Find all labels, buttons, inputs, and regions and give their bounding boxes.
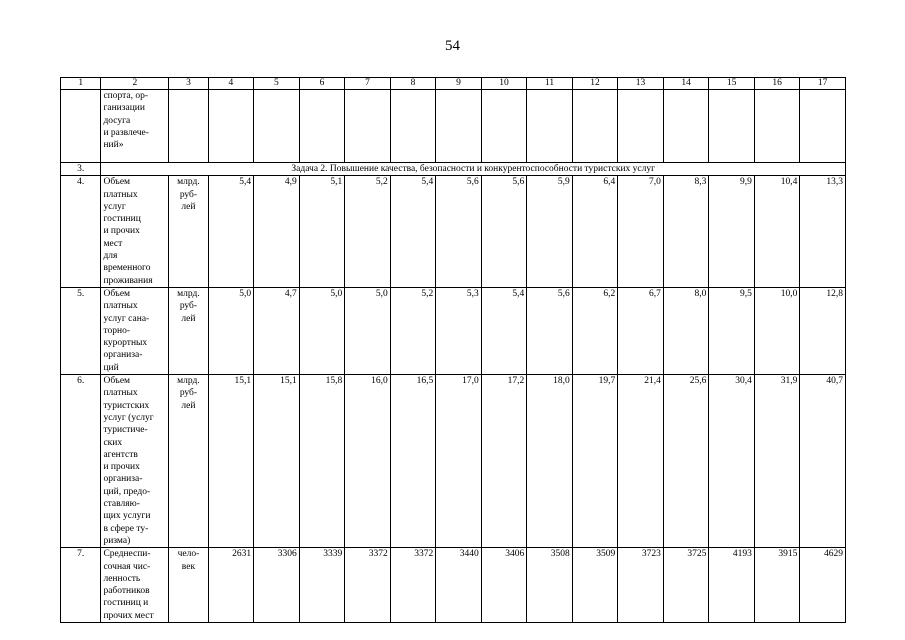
cell-empty [754,90,800,163]
column-header: 12 [572,78,618,90]
cell-value: 3372 [345,548,391,623]
cell-value: 6,2 [572,287,618,374]
cell-value: 15,1 [254,375,300,548]
cell-num: 4. [61,176,101,288]
cell-value: 12,8 [800,287,846,374]
cell-value: 5,2 [345,176,391,288]
cell-empty [169,90,208,163]
column-header: 17 [800,78,846,90]
cell-value: 19,7 [572,375,618,548]
cell-value: 10,0 [754,287,800,374]
cell-value: 5,3 [436,287,482,374]
cell-num: 5. [61,287,101,374]
column-header: 10 [481,78,527,90]
cell-empty [390,90,436,163]
column-header: 11 [527,78,573,90]
cell-empty [663,90,709,163]
cell-value: 5,0 [299,287,345,374]
cell-value: 16,0 [345,375,391,548]
cell-value: 4629 [800,548,846,623]
column-header: 7 [345,78,391,90]
cell-value: 9,5 [709,287,755,374]
cell-name: Объем платных услуг гостиниц и прочих мест для временного проживания [101,176,169,288]
cell-unit: млрд. руб- лей [169,287,208,374]
cell-name: спорта, ор- ганизации досуга и развлече- ний» [101,90,169,163]
column-header: 4 [208,78,254,90]
cell-empty [481,90,527,163]
table-row [61,548,846,623]
cell-empty [208,90,254,163]
cell-value: 3306 [254,548,300,623]
cell-empty [709,90,755,163]
data-table [60,77,846,623]
column-header: 3 [169,78,208,90]
cell-value: 25,6 [663,375,709,548]
cell-unit: млрд. руб- лей [169,176,208,288]
column-header: 8 [390,78,436,90]
cell-value: 10,4 [754,176,800,288]
cell-name: Объем платных услуг сана- торно- курортных организа- ций [101,287,169,374]
cell-value: 15,1 [208,375,254,548]
cell-value: 3372 [390,548,436,623]
cell-value: 21,4 [618,375,664,548]
cell-empty [800,90,846,163]
cell-value: 5,0 [208,287,254,374]
cell-empty [254,90,300,163]
cell-empty [299,90,345,163]
cell-empty [527,90,573,163]
cell-num [61,90,101,163]
column-header: 15 [709,78,755,90]
table-row [61,176,846,288]
cell-value: 18,0 [527,375,573,548]
cell-value: 16,5 [390,375,436,548]
cell-value: 40,7 [800,375,846,548]
task-row [61,163,846,176]
column-header: 1 [61,78,101,90]
cell-name: Среднеспи- сочная чис- ленность работников гостиниц и прочих мест [101,548,169,623]
cell-value: 4,7 [254,287,300,374]
cell-num: 6. [61,375,101,548]
cell-value: 15,8 [299,375,345,548]
cell-value: 5,4 [481,287,527,374]
cell-value: 3406 [481,548,527,623]
cell-value: 4193 [709,548,755,623]
cell-value: 5,4 [390,176,436,288]
cell-value: 17,2 [481,375,527,548]
cell-empty [436,90,482,163]
cell-value: 31,9 [754,375,800,548]
column-header: 5 [254,78,300,90]
cell-value: 3725 [663,548,709,623]
cell-value: 5,4 [208,176,254,288]
cell-value: 5,2 [390,287,436,374]
continued-row [61,90,846,163]
cell-value: 3509 [572,548,618,623]
cell-empty [345,90,391,163]
cell-value: 4,9 [254,176,300,288]
table-row [61,287,846,374]
cell-num: 3. [61,163,101,176]
table-row [61,375,846,548]
cell-name: Объем платных туристских услуг (услуг туристиче- ских агентств и прочих организа- ций, предо- ставляю- щих услуги в сфере ту- ризма) [101,375,169,548]
column-header: 9 [436,78,482,90]
cell-value: 6,4 [572,176,618,288]
cell-empty [572,90,618,163]
cell-value: 5,0 [345,287,391,374]
cell-value: 5,6 [481,176,527,288]
cell-unit: чело- век [169,548,208,623]
cell-value: 7,0 [618,176,664,288]
page-number: 54 [445,38,460,54]
cell-value: 8,0 [663,287,709,374]
cell-unit: млрд. руб- лей [169,375,208,548]
cell-value: 8,3 [663,176,709,288]
column-header: 2 [101,78,169,90]
cell-value: 3723 [618,548,664,623]
cell-value: 5,6 [527,287,573,374]
cell-value: 2631 [208,548,254,623]
cell-value: 5,1 [299,176,345,288]
cell-value: 3915 [754,548,800,623]
cell-value: 3508 [527,548,573,623]
cell-value: 3440 [436,548,482,623]
cell-value: 5,9 [527,176,573,288]
cell-value: 30,4 [709,375,755,548]
cell-value: 6,7 [618,287,664,374]
column-number-row [61,78,846,90]
column-header: 16 [754,78,800,90]
task-title: Задача 2. Повышение качества, безопасности и конкурентоспособности туристских услуг [101,163,846,176]
cell-value: 5,6 [436,176,482,288]
cell-value: 3339 [299,548,345,623]
cell-value: 13,3 [800,176,846,288]
cell-value: 17,0 [436,375,482,548]
column-header: 14 [663,78,709,90]
column-header: 13 [618,78,664,90]
column-header: 6 [299,78,345,90]
cell-empty [618,90,664,163]
cell-num: 7. [61,548,101,623]
cell-value: 9,9 [709,176,755,288]
